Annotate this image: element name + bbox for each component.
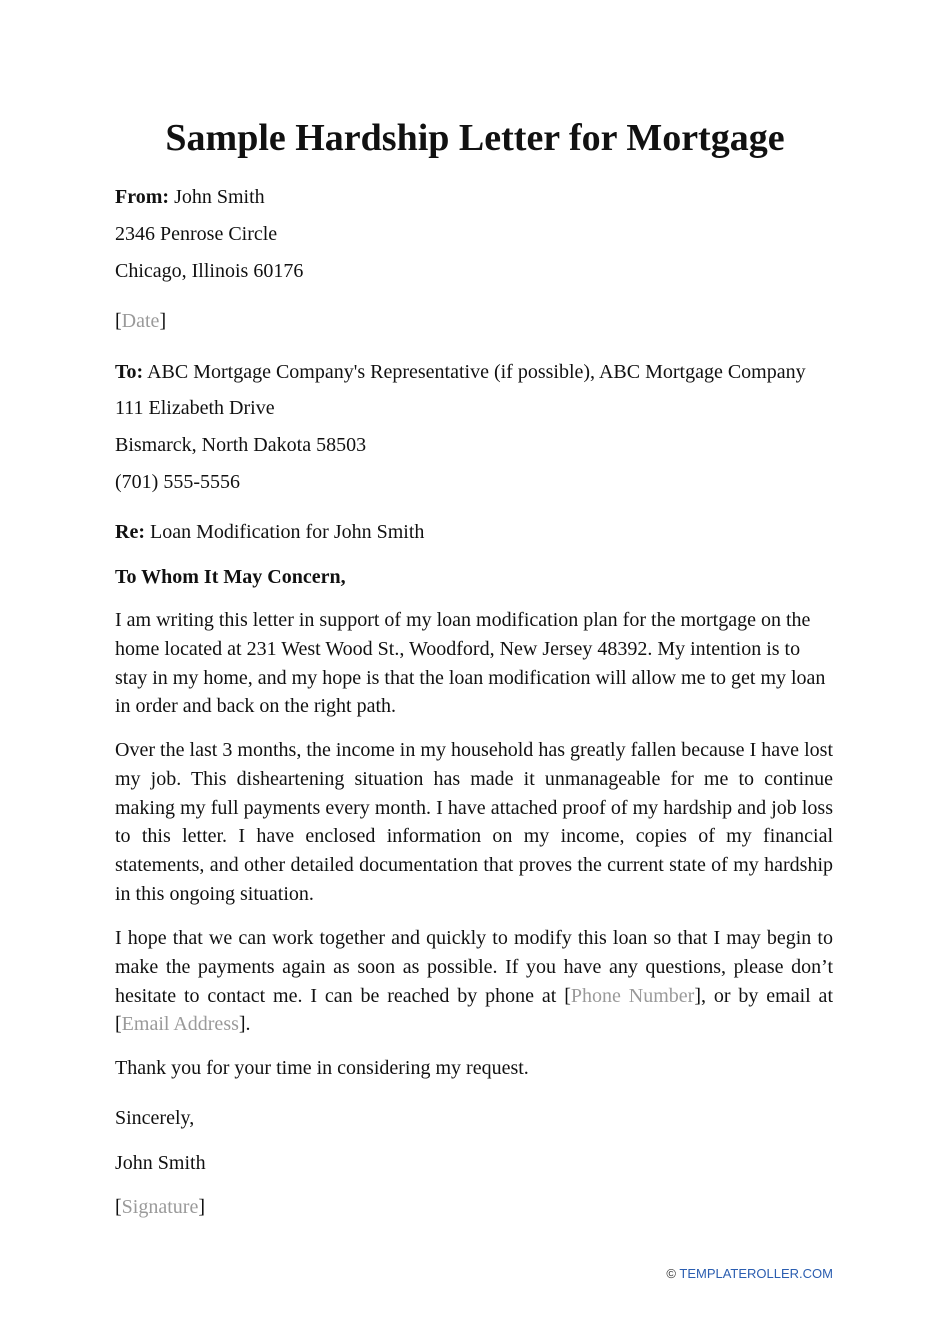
re-line — [115, 520, 424, 544]
closing: Sincerely, — [115, 1107, 195, 1129]
to-address-line1: 111 Elizabeth Drive — [115, 397, 275, 419]
copyright-icon: © — [666, 1266, 676, 1281]
signature-name: John Smith — [115, 1152, 206, 1174]
date-field: [Date] — [115, 310, 167, 332]
from-line — [115, 185, 265, 209]
footer-site-link[interactable]: TEMPLATEROLLER.COM — [679, 1266, 833, 1281]
paragraph-3-text-a: I hope that we can work together and quickly to modify this loan so that I may begin to make the payments again as soon as possible. If you have any questions, please don’t hesitate to contact me. I can be reached by phone at [ — [115, 927, 833, 1007]
paragraph-3-text-b: ], or by email at [ — [115, 984, 833, 1036]
paragraph-4: Thank you for your time in considering my request. — [115, 1057, 529, 1079]
salutation: To Whom It May Concern, — [115, 566, 346, 588]
re-subject: Loan Modification for John Smith — [149, 521, 425, 543]
from-address-line1: 2346 Penrose Circle — [115, 223, 278, 245]
to-phone: (701) 555-5556 — [115, 471, 240, 493]
to-label: To: — [115, 361, 144, 383]
date-placeholder: Date — [121, 310, 160, 332]
paragraph-2: Over the last 3 months, the income in my household has greatly fallen because I have lost my job. This disheartening situation has made it unmanageable for me to continue making my full payments every month. I have attached proof of my hardship and job loss to this letter. I have enclosed information on my income, copies of my financial statements, and other detailed documentation that proves the current state of my hardship in this ongoing situation. — [115, 739, 833, 905]
signature-placeholder: Signature — [121, 1196, 199, 1218]
signature-field: [Signature] — [115, 1196, 205, 1218]
email-placeholder: Email Address — [121, 1013, 239, 1036]
paragraph-3-text-c: ]. — [238, 1013, 251, 1036]
paragraph-3 — [115, 924, 833, 1039]
page-title: Sample Hardship Letter for Mortgage — [165, 117, 785, 159]
re-label: Re: — [115, 521, 145, 543]
to-recipient: ABC Mortgage Company's Representative (if possible), ABC Mortgage Company — [147, 361, 806, 383]
phone-placeholder: Phone Number — [570, 984, 695, 1007]
to-line — [115, 360, 806, 384]
footer-credit — [666, 1266, 833, 1282]
to-address-line2: Bismarck, North Dakota 58503 — [115, 434, 367, 456]
from-name: John Smith — [174, 186, 265, 208]
from-label: From: — [115, 186, 170, 208]
paragraph-1: I am writing this letter in support of my loan modification plan for the mortgage on the home located at 231 West Wood St., Woodford, New Jersey 48392. My intention is to stay in my home, and my hope is that the loan modification will allow me to get my loan in order and back on the right path. — [115, 609, 826, 718]
from-address-line2: Chicago, Illinois 60176 — [115, 260, 304, 282]
